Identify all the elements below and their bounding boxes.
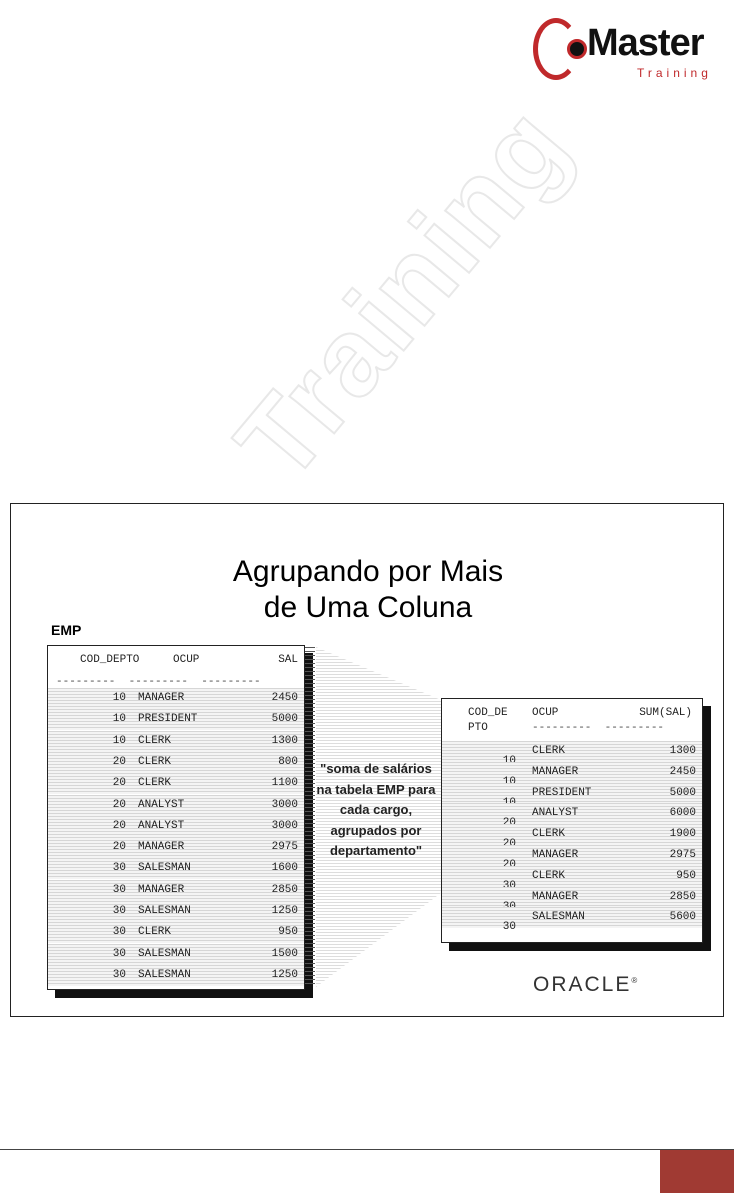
ocup-cell: ANALYST xyxy=(532,807,579,820)
sum-sal-cell: 2450 xyxy=(669,765,696,778)
oracle-logo-text: ORACLE xyxy=(533,973,632,996)
emp-table xyxy=(47,645,305,990)
logo-sub-text: Training xyxy=(637,66,712,80)
ocup-cell: ANALYST xyxy=(138,819,185,832)
sal-cell: 3000 xyxy=(271,819,298,832)
sal-cell: 2975 xyxy=(271,841,298,854)
sum-sal-cell: 950 xyxy=(676,869,696,882)
left-table-row xyxy=(48,688,304,709)
sum-sal-cell: 2850 xyxy=(669,890,696,903)
ocup-cell: CLERK xyxy=(532,869,566,882)
sal-cell: 800 xyxy=(278,755,298,768)
left-header-ocup: OCUP xyxy=(173,654,200,666)
left-table-row xyxy=(48,922,304,943)
cod-depto-cell: 10 xyxy=(112,713,126,726)
ocup-cell: PRESIDENT xyxy=(138,713,198,726)
left-header-dashes: --------- --------- --------- xyxy=(56,676,261,688)
slide-figure xyxy=(10,503,724,1017)
registered-mark-icon: ® xyxy=(631,976,640,985)
cod-depto-cell: 30 xyxy=(112,862,126,875)
ocup-cell: CLERK xyxy=(138,734,172,747)
watermark: Training xyxy=(212,83,593,504)
sal-cell: 1600 xyxy=(271,862,298,875)
ocup-cell: CLERK xyxy=(532,745,566,757)
slide-title xyxy=(11,554,725,626)
ocup-cell: MANAGER xyxy=(138,841,185,854)
sum-sal-cell: 5600 xyxy=(669,911,696,924)
ocup-cell: SALESMAN xyxy=(138,968,191,981)
oracle-logo xyxy=(533,973,639,997)
cod-depto-cell: 10 xyxy=(112,734,126,747)
sal-cell: 1250 xyxy=(271,968,298,981)
right-table-row xyxy=(442,845,702,866)
ocup-cell: PRESIDENT xyxy=(532,786,592,799)
sum-sal-cell: 6000 xyxy=(669,807,696,820)
right-table-row xyxy=(442,741,702,762)
right-table-row xyxy=(442,803,702,824)
cod-depto-cell: 30 xyxy=(112,926,126,939)
cod-depto-cell: 30 xyxy=(112,947,126,960)
left-table-row xyxy=(48,901,304,922)
left-header-cod-depto: COD_DEPTO xyxy=(80,654,140,666)
slide-title-line2: de Uma Coluna xyxy=(263,591,473,624)
ocup-cell: ANALYST xyxy=(138,798,185,811)
ocup-cell: MANAGER xyxy=(532,890,579,903)
ocup-cell: MANAGER xyxy=(138,883,185,896)
right-header-sum-sal: SUM(SAL) xyxy=(639,707,692,719)
left-table-row xyxy=(48,709,304,730)
right-table-row xyxy=(442,824,702,845)
footer-divider xyxy=(0,1149,734,1150)
slide-title-line1: Agrupando por Mais xyxy=(232,555,504,588)
left-header-sal: SAL xyxy=(278,654,298,666)
left-table-row xyxy=(48,752,304,773)
left-table-row xyxy=(48,795,304,816)
sum-sal-cell: 2975 xyxy=(669,849,696,861)
cod-depto-cell: 20 xyxy=(112,755,126,768)
sal-cell: 1250 xyxy=(271,905,298,917)
cod-depto-cell: 30 xyxy=(502,921,516,934)
right-header-ocup: OCUP xyxy=(532,707,559,719)
right-table-row xyxy=(442,887,702,908)
right-header-dashes: --------- --------- xyxy=(532,722,665,734)
left-table-row xyxy=(48,858,304,879)
left-table-row xyxy=(48,816,304,837)
explanation-quote: "soma de salários na tabela EMP para cada cargo, agrupados por departamento" xyxy=(316,761,436,858)
right-table-row xyxy=(442,783,702,804)
cod-depto-cell: 30 xyxy=(112,968,126,981)
right-header-col1-line2: PTO xyxy=(468,722,488,734)
right-table-row xyxy=(442,762,702,783)
ocup-cell: MANAGER xyxy=(532,849,579,861)
cod-depto-cell: 20 xyxy=(112,819,126,832)
sal-cell: 1500 xyxy=(271,947,298,960)
cod-depto-cell: 30 xyxy=(112,883,126,896)
ocup-cell: MANAGER xyxy=(138,692,185,704)
sal-cell: 2450 xyxy=(271,692,298,704)
emp-table-label: EMP xyxy=(51,622,82,638)
left-table-row xyxy=(48,880,304,901)
sum-sal-cell: 5000 xyxy=(669,786,696,799)
master-training-logo xyxy=(533,12,723,84)
ocup-cell: CLERK xyxy=(138,777,172,790)
cod-depto-cell: 20 xyxy=(112,777,126,790)
right-table-row xyxy=(442,866,702,887)
right-table-row xyxy=(442,907,702,934)
ocup-cell: MANAGER xyxy=(532,765,579,778)
sum-sal-cell: 1900 xyxy=(669,828,696,841)
logo-dot-icon xyxy=(567,39,587,59)
logo-brand-text: Master xyxy=(587,22,704,64)
sal-cell: 950 xyxy=(278,926,298,939)
sal-cell: 1300 xyxy=(271,734,298,747)
left-table-row xyxy=(48,837,304,858)
right-header-col1-line1: COD_DE xyxy=(468,707,508,719)
result-table xyxy=(441,698,703,943)
cod-depto-cell: 10 xyxy=(112,692,126,704)
sal-cell: 2850 xyxy=(271,883,298,896)
left-table-row xyxy=(48,965,304,986)
ocup-cell: CLERK xyxy=(532,828,566,841)
cod-depto-cell: 20 xyxy=(112,841,126,854)
left-table-row xyxy=(48,731,304,752)
footer-page-box xyxy=(660,1150,734,1193)
sal-cell: 3000 xyxy=(271,798,298,811)
left-table-row xyxy=(48,773,304,794)
sal-cell: 5000 xyxy=(271,713,298,726)
ocup-cell: SALESMAN xyxy=(138,947,191,960)
ocup-cell: CLERK xyxy=(138,926,172,939)
sal-cell: 1100 xyxy=(271,777,298,790)
ocup-cell: SALESMAN xyxy=(138,905,191,917)
ocup-cell: CLERK xyxy=(138,755,172,768)
cod-depto-cell: 20 xyxy=(112,798,126,811)
ocup-cell: SALESMAN xyxy=(532,911,585,924)
cod-depto-cell: 30 xyxy=(112,905,126,917)
sum-sal-cell: 1300 xyxy=(669,745,696,757)
ocup-cell: SALESMAN xyxy=(138,862,191,875)
left-table-row xyxy=(48,944,304,965)
